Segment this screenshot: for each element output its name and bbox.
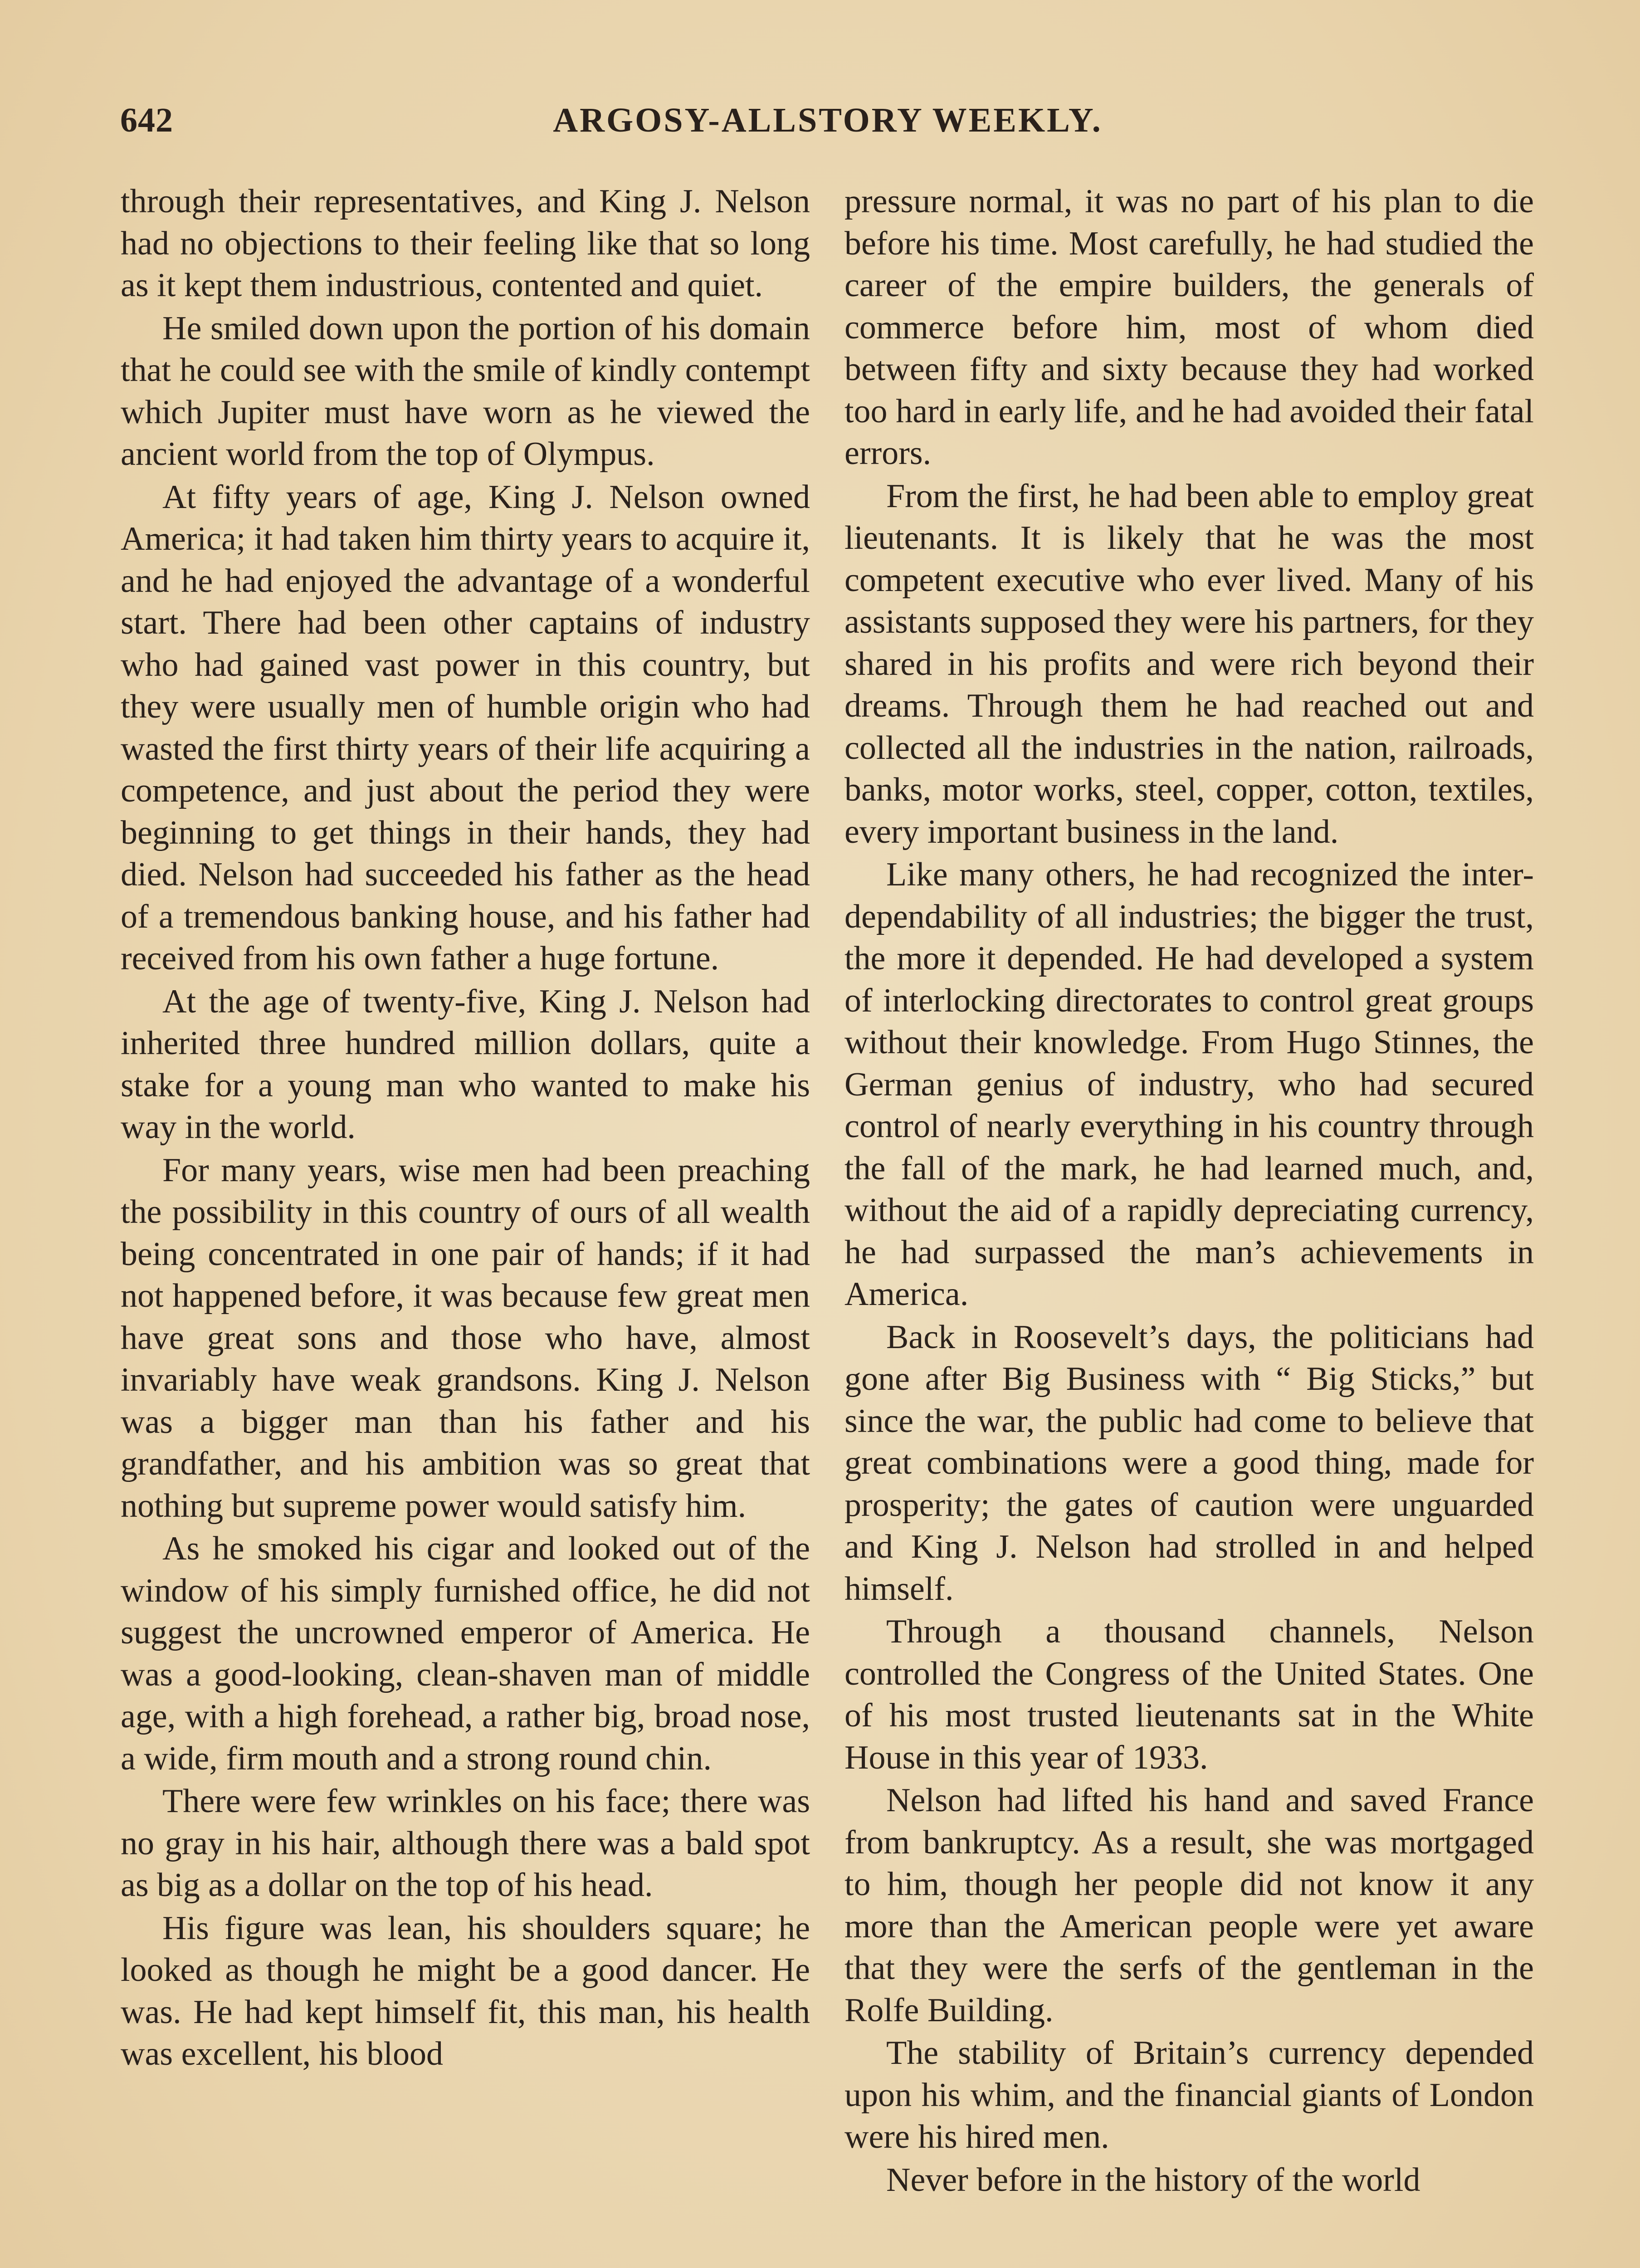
paragraph: At the age of twenty-five, King J. Nelson had inherited three hundred million dollars, quite a stake for a young man who wanted to make his way in the world. xyxy=(121,982,810,1146)
paragraph: There were few wrinkles on his face; there was no gray in his hair, although there was a bald spot as big as a dollar on the top of his head. xyxy=(121,1783,810,1904)
running-head: ARGOSY-ALLSTORY WEEKLY. xyxy=(553,101,1103,139)
paragraph: For many years, wise men had been preaching the possibility in this country of ours of all wealth being concentrated in one pair of hands; if it had not happened before, it was because few great men have great sons and those who have, almost invariably have weak grandsons. King J. Nelson was a bigger man than his father and his grandfather, and his ambition was so great that nothing but supreme power would satisfy him. xyxy=(121,1151,810,1525)
paragraph: pressure normal, it was no part of his plan to die before his time. Most carefully, he had studied the career of the empire builders, the generals of commerce before him, most of whom died between fifty and sixty because they had worked too hard in early life, and he had avoided their fatal errors. xyxy=(844,183,1534,472)
left-column xyxy=(121,181,810,2268)
paragraph: Never before in the history of the world xyxy=(886,2161,1420,2199)
paragraph: through their representatives, and King J. Nelson had no objections to their feeling like that so long as it kept them industrious, contented and quiet. xyxy=(121,183,810,304)
paragraph: As he smoked his cigar and looked out of the window of his simply furnished office, he did not suggest the uncrowned emperor of America. He was a good-looking, clean-shaven man of middle age, with a high forehead, a rather big, broad nose, a wide, firm mouth and a strong round chin. xyxy=(121,1530,810,1777)
page-header xyxy=(120,101,1535,151)
paragraph: His figure was lean, his shoulders square; he looked as though he might be a good dancer. He was. He had kept himself fit, this man, his health was excellent, his blood xyxy=(121,1909,810,2072)
paragraph: Through a thousand channels, Nelson controlled the Congress of the United States. One of his most trusted lieutenants sat in the White House in this year of 1933. xyxy=(844,1613,1534,1776)
paragraph: Nelson had lifted his hand and saved France from bankruptcy. As a result, she was mortgaged to him, though her people did not know it any more than the American people were yet aware that they were the serfs of the gentleman in the Rolfe Building. xyxy=(844,1782,1534,2029)
paragraph: He smiled down upon the portion of his domain that he could see with the smile of kindly contempt which Jupiter must have worn as he viewed the ancient world from the top of Olympus. xyxy=(121,309,810,473)
paragraph: The stability of Britain’s currency depended upon his whim, and the financial giants of London were his hired men. xyxy=(844,2034,1534,2156)
paragraph: Like many others, he had recognized the inter-dependability of all industries; the bigger the trust, the more it depended. He had developed a system of interlocking directorates to control great groups without their knowledge. From Hugo Stinnes, the German genius of industry, who had secured control of nearly everything in his country through the fall of the mark, he had learned much, and, without the aid of a rapidly depreciating currency, he had surpassed the man’s achievements in America. xyxy=(844,856,1534,1313)
page-number: 642 xyxy=(120,101,173,139)
paragraph: Back in Roosevelt’s days, the politicians had gone after Big Business with “ Big Sticks,” but since the war, the public had come to believe that great combinations were a good thing, made for prosperity; the gates of caution were unguarded and King J. Nelson had strolled in and helped himself. xyxy=(844,1318,1534,1608)
paragraph: At fifty years of age, King J. Nelson owned America; it had taken him thirty years to acquire it, and he had enjoyed the advantage of a wonderful start. There had been other captains of industry who had gained vast power in this country, but they were usually men of humble origin who had wasted the first thirty years of their life acquiring a competence, and just about the period they were beginning to get things in their hands, they had died. Nelson had succeeded his father as the head of a tremendous banking house, and his father had received from his own father a huge fortune. xyxy=(121,478,810,977)
paragraph: From the first, he had been able to employ great lieutenants. It is likely that he was the most competent executive who ever lived. Many of his assistants supposed they were his partners, for they shared in his profits and were rich beyond their dreams. Through them he had reached out and collected all the industries in the nation, railroads, banks, motor works, steel, copper, cotton, textiles, every important business in the land. xyxy=(844,477,1534,850)
right-column xyxy=(844,181,1534,2268)
